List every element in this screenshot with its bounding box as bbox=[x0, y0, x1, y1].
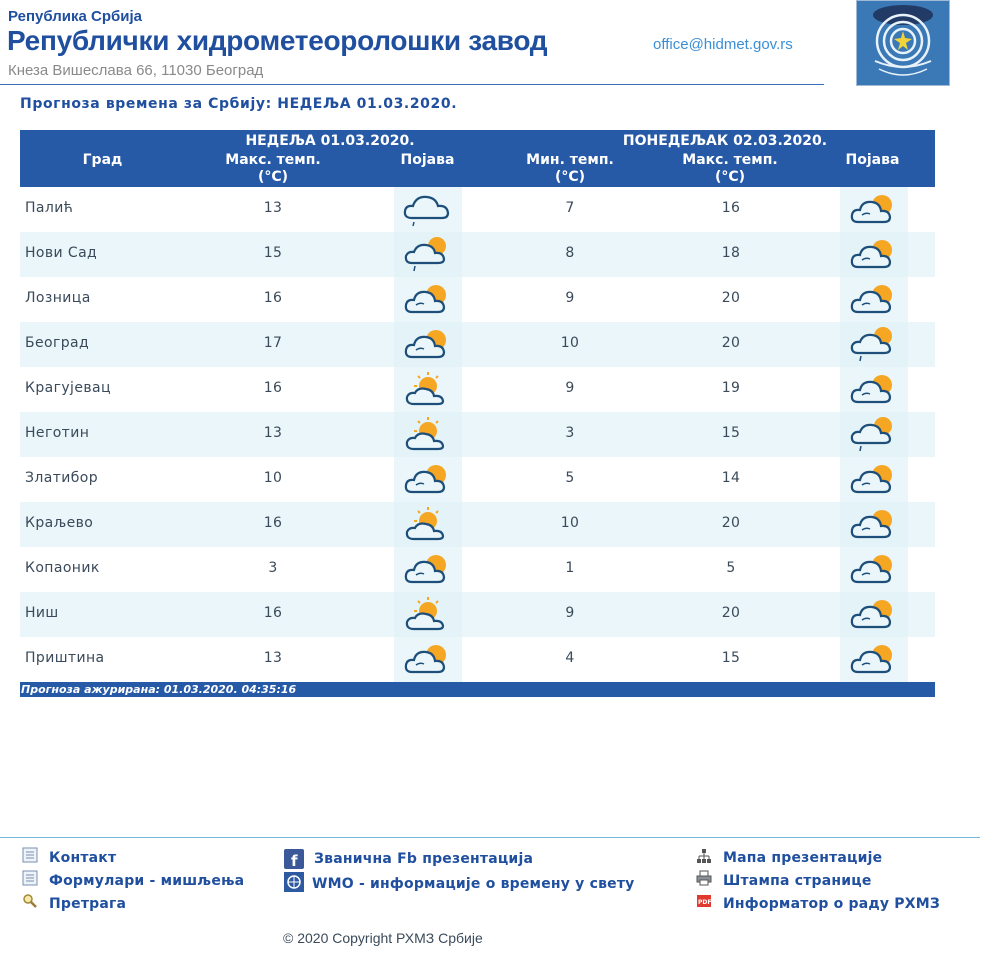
col-max1-unit: (°C) bbox=[257, 169, 289, 185]
col-min2-unit: (°C) bbox=[554, 169, 586, 185]
cloud-drizzle-icon bbox=[394, 187, 462, 232]
table-row bbox=[20, 187, 935, 232]
city-name[interactable]: Неготин bbox=[25, 425, 90, 441]
forms-link[interactable]: Формулари - мишљења bbox=[49, 873, 245, 889]
search-icon bbox=[22, 893, 38, 909]
partly-sunny-icon bbox=[394, 502, 462, 547]
cloudy-sun-icon bbox=[840, 277, 908, 322]
cloudy-sun-icon bbox=[840, 232, 908, 277]
partly-sunny-icon bbox=[394, 592, 462, 637]
republic-label: Република Србија bbox=[8, 8, 143, 25]
table-row bbox=[20, 592, 935, 637]
col-phenomenon1: Појава bbox=[400, 152, 455, 168]
table-row bbox=[20, 232, 935, 277]
cloudy-sun-icon bbox=[840, 457, 908, 502]
cloudy-sun-icon bbox=[840, 592, 908, 637]
wmo-link[interactable]: WMO - информације о времену у свету bbox=[312, 876, 635, 892]
pdf-icon bbox=[696, 893, 712, 909]
max-temp-day2: 18 bbox=[721, 245, 741, 261]
copyright: © 2020 Copyright РХМЗ Србије bbox=[283, 930, 483, 946]
max-temp-day1: 13 bbox=[263, 650, 283, 666]
col-max2 bbox=[670, 152, 790, 186]
facebook-icon bbox=[284, 849, 304, 869]
table-row bbox=[20, 322, 935, 367]
max-temp-day2: 14 bbox=[721, 470, 741, 486]
max-temp-day2: 5 bbox=[726, 560, 736, 576]
max-temp-day1: 3 bbox=[268, 560, 278, 576]
svg-text:f: f bbox=[291, 852, 298, 869]
col-city: Град bbox=[82, 152, 123, 168]
cloudy-sun-icon bbox=[840, 187, 908, 232]
max-temp-day2: 15 bbox=[721, 650, 741, 666]
cloudy-sun-icon bbox=[394, 637, 462, 682]
max-temp-day1: 17 bbox=[263, 335, 283, 351]
partly-sunny-icon bbox=[394, 367, 462, 412]
table-row bbox=[20, 637, 935, 682]
min-temp-day2: 9 bbox=[565, 290, 575, 306]
city-name[interactable]: Ниш bbox=[25, 605, 59, 621]
max-temp-day1: 16 bbox=[263, 290, 283, 306]
cloudy-sun-icon bbox=[840, 547, 908, 592]
max-temp-day1: 16 bbox=[263, 515, 283, 531]
col-phenomenon2: Појава bbox=[845, 152, 900, 168]
min-temp-day2: 5 bbox=[565, 470, 575, 486]
print-link[interactable]: Штампа странице bbox=[723, 873, 872, 889]
cloudy-sun-icon bbox=[394, 322, 462, 367]
cloudy-sun-icon bbox=[394, 457, 462, 502]
max-temp-day1: 13 bbox=[263, 425, 283, 441]
city-name[interactable]: Златибор bbox=[25, 470, 99, 486]
city-name[interactable]: Лозница bbox=[25, 290, 91, 306]
col-max2-unit: (°C) bbox=[714, 169, 746, 185]
city-name[interactable]: Нови Сад bbox=[25, 245, 98, 261]
city-name[interactable]: Палић bbox=[25, 200, 74, 216]
max-temp-day2: 20 bbox=[721, 290, 741, 306]
table-row bbox=[20, 547, 935, 592]
max-temp-day2: 19 bbox=[721, 380, 741, 396]
cloudy-sun-icon bbox=[840, 502, 908, 547]
max-temp-day1: 16 bbox=[263, 605, 283, 621]
max-temp-day2: 20 bbox=[721, 335, 741, 351]
min-temp-day2: 8 bbox=[565, 245, 575, 261]
table-row bbox=[20, 277, 935, 322]
max-temp-day1: 15 bbox=[263, 245, 283, 261]
email-link[interactable]: office@hidmet.gov.rs bbox=[653, 36, 793, 53]
cloudy-sun-icon bbox=[394, 547, 462, 592]
col-min2 bbox=[510, 152, 630, 186]
min-temp-day2: 10 bbox=[560, 335, 580, 351]
city-name[interactable]: Приштина bbox=[25, 650, 105, 666]
sitemap-link[interactable]: Мапа презентације bbox=[723, 850, 883, 866]
col-max1 bbox=[213, 152, 333, 186]
min-temp-day2: 7 bbox=[565, 200, 575, 216]
informator-link[interactable]: Информатор о раду РХМЗ bbox=[723, 896, 941, 912]
col-max1-label: Макс. темп. bbox=[225, 152, 321, 168]
search-link[interactable]: Претрага bbox=[49, 896, 127, 912]
max-temp-day2: 16 bbox=[721, 200, 741, 216]
min-temp-day2: 3 bbox=[565, 425, 575, 441]
footer-divider bbox=[0, 837, 980, 838]
col-max2-label: Макс. темп. bbox=[682, 152, 778, 168]
table-row bbox=[20, 412, 935, 457]
institute-logo[interactable] bbox=[856, 0, 950, 86]
page-title: Прогноза времена за Србију: НЕДЕЉА 01.03.2020. bbox=[20, 96, 458, 112]
max-temp-day2: 20 bbox=[721, 605, 741, 621]
site-header bbox=[0, 0, 1000, 100]
facebook-link[interactable]: Званична Fb презентација bbox=[314, 851, 534, 867]
city-name[interactable]: Краљево bbox=[25, 515, 94, 531]
min-temp-day2: 10 bbox=[560, 515, 580, 531]
city-name[interactable]: Копаоник bbox=[25, 560, 100, 576]
wmo-icon bbox=[284, 872, 304, 892]
city-name[interactable]: Београд bbox=[25, 335, 90, 351]
table-header bbox=[20, 130, 935, 187]
day1-header: НЕДЕЉА 01.03.2020. bbox=[245, 133, 415, 149]
header-divider bbox=[0, 84, 824, 85]
svg-text:PDF: PDF bbox=[698, 899, 712, 906]
contact-icon bbox=[22, 847, 38, 863]
max-temp-day2: 15 bbox=[721, 425, 741, 441]
sun-cloud-drizzle-icon bbox=[840, 322, 908, 367]
partly-sunny-icon bbox=[394, 412, 462, 457]
forecast-table bbox=[20, 130, 935, 697]
cloudy-sun-icon bbox=[840, 637, 908, 682]
city-name[interactable]: Крагујевац bbox=[25, 380, 111, 396]
sitemap-icon bbox=[696, 848, 712, 864]
institute-name[interactable]: Републички хидрометеоролошки завод bbox=[7, 25, 548, 56]
print-icon bbox=[696, 870, 712, 886]
col-min2-label: Мин. темп. bbox=[526, 152, 614, 168]
sun-cloud-drizzle-icon bbox=[394, 232, 462, 277]
max-temp-day1: 13 bbox=[263, 200, 283, 216]
sun-cloud-drizzle-icon bbox=[840, 412, 908, 457]
table-row bbox=[20, 367, 935, 412]
contact-link[interactable]: Контакт bbox=[49, 850, 117, 866]
min-temp-day2: 9 bbox=[565, 605, 575, 621]
min-temp-day2: 1 bbox=[565, 560, 575, 576]
table-row bbox=[20, 457, 935, 502]
table-body bbox=[20, 187, 935, 682]
form-icon bbox=[22, 870, 38, 886]
max-temp-day1: 10 bbox=[263, 470, 283, 486]
min-temp-day2: 4 bbox=[565, 650, 575, 666]
max-temp-day1: 16 bbox=[263, 380, 283, 396]
updated-bar: Прогноза ажурирана: 01.03.2020. 04:35:16 bbox=[20, 682, 935, 697]
day2-header: ПОНЕДЕЉАК 02.03.2020. bbox=[622, 133, 828, 149]
table-row bbox=[20, 502, 935, 547]
min-temp-day2: 9 bbox=[565, 380, 575, 396]
cloudy-sun-icon bbox=[840, 367, 908, 412]
cloudy-sun-icon bbox=[394, 277, 462, 322]
max-temp-day2: 20 bbox=[721, 515, 741, 531]
institute-address: Кнеза Вишеслава 66, 11030 Београд bbox=[8, 62, 264, 79]
